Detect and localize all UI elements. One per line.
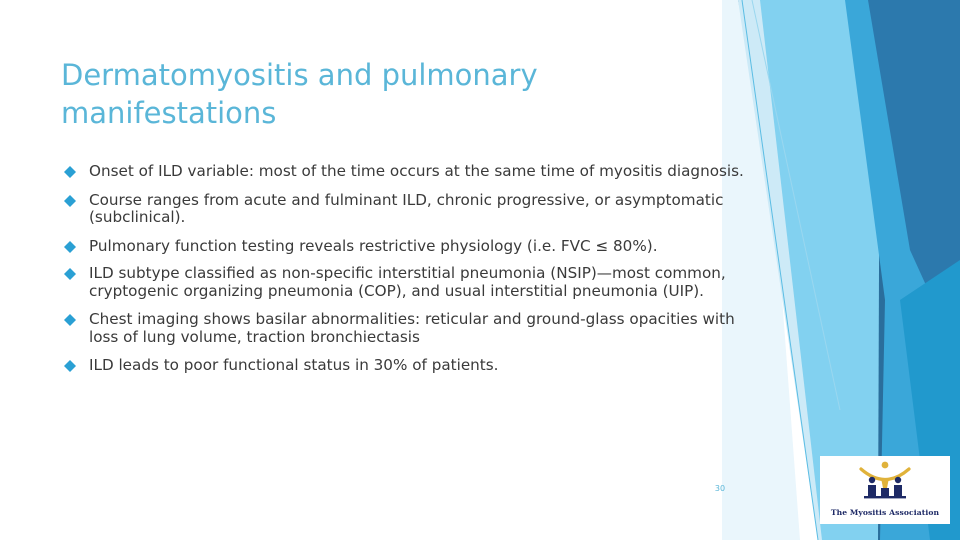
bullet-text: Pulmonary function testing reveals restrictive physiology (i.e. FVC ≤ 80%). (89, 236, 658, 255)
bullet-list (64, 163, 744, 375)
myositis-association-figures-icon (820, 456, 950, 508)
bullet-item (64, 265, 744, 300)
diamond-bullet-icon (64, 360, 76, 372)
bullet-text: Onset of ILD variable: most of the time occurs at the same time of myositis diagnosis. (89, 162, 744, 180)
slide-title: Dermatomyositis and pulmonary manifestations (61, 58, 538, 130)
myositis-association-logo (820, 456, 950, 524)
bullet-item (64, 357, 744, 375)
bullet-item (64, 238, 744, 256)
bullet-text: ILD leads to poor functional status in 30% of patients. (89, 356, 499, 374)
diamond-bullet-icon (64, 314, 76, 326)
diamond-bullet-icon (64, 241, 76, 253)
logo-text: The Myositis Association (830, 508, 940, 517)
bullet-item (64, 163, 744, 181)
bullet-text: ILD subtype classified as non-specific interstitial pneumonia (NSIP)—most common, cryptogenic organizing pneumonia (COP), and usual interstitial pneumonia (UIP). (89, 264, 726, 300)
bullet-item (64, 192, 744, 227)
diamond-bullet-icon (64, 166, 76, 178)
slide-number: 30 (714, 484, 726, 493)
diamond-bullet-icon (64, 268, 76, 280)
bullet-text: Chest imaging shows basilar abnormalities: reticular and ground-glass opacities with loss of lung volume, traction bronchiectasis (89, 310, 735, 346)
bullet-text: Course ranges from acute and fulminant ILD, chronic progressive, or asymptomatic (subclinical). (89, 190, 724, 226)
diamond-bullet-icon (64, 195, 76, 207)
bullet-item (64, 311, 744, 346)
